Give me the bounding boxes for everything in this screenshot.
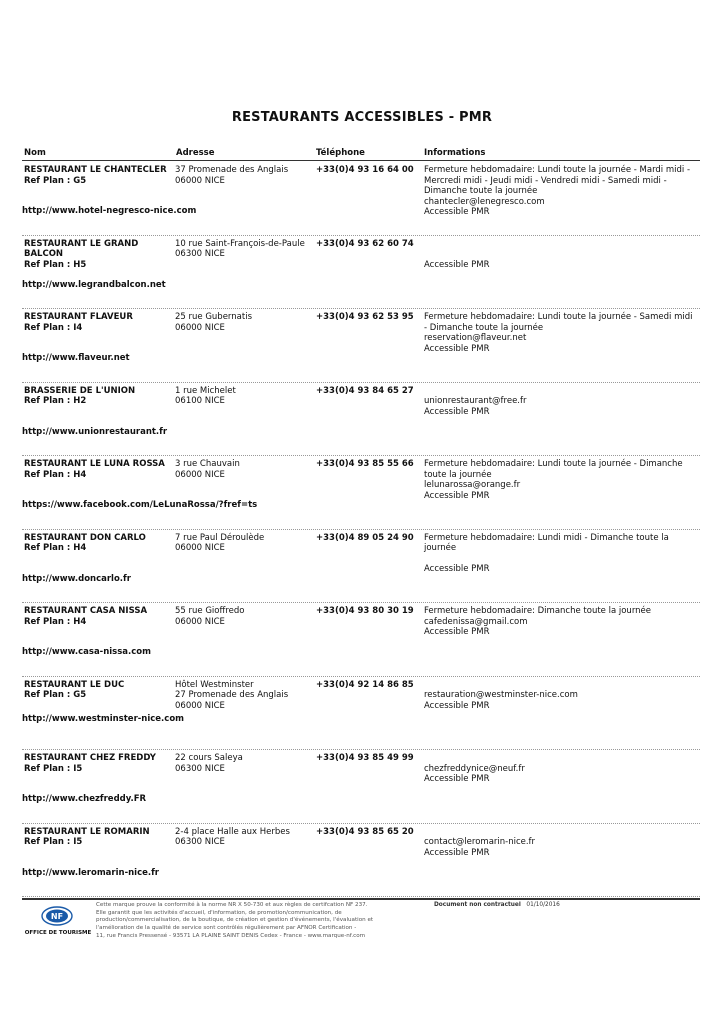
info-line: chezfreddynice@neuf.fr	[424, 763, 525, 774]
info-line: Fermeture hebdomadaire: Lundi toute la journée - Mardi midi -	[424, 165, 691, 175]
address-line: 06000 NICE	[175, 469, 225, 480]
info-line: Mercredi midi - Jeudi midi - Vendredi midi - Samedi midi -	[424, 175, 667, 186]
restaurant-name	[24, 459, 169, 480]
info-line	[424, 239, 700, 250]
nf-logo-icon	[41, 906, 73, 926]
info-line: Accessible PMR	[424, 207, 490, 217]
certification-line: 11, rue Francis Pressensé - 93571 LA PLAINE SAINT DENIS Cedex - France - www.marque-nf.com	[96, 932, 366, 939]
page-title: RESTAURANTS ACCESSIBLES - PMR	[231, 110, 493, 125]
column-header-nom: Nom	[24, 148, 46, 158]
address-line: 25 rue Gubernatis	[175, 312, 252, 322]
restaurant-name	[24, 827, 169, 848]
table-row	[22, 455, 700, 530]
info-line: Accessible PMR	[424, 627, 490, 637]
restaurant-website-link[interactable]: http://www.hotel-negresco-nice.com	[22, 206, 197, 216]
restaurant-address	[175, 239, 315, 260]
restaurant-phone: +33(0)4 93 62 53 95	[316, 312, 414, 322]
info-line: Accessible PMR	[424, 259, 490, 270]
address-line: 55 rue Gioffredo	[175, 606, 245, 616]
restaurant-info	[424, 165, 700, 218]
restaurant-phone: +33(0)4 93 85 65 20	[316, 826, 414, 837]
name-line: Ref Plan : G5	[24, 690, 87, 700]
info-line: Accessible PMR	[424, 343, 490, 354]
name-line: Ref Plan : H4	[24, 616, 87, 627]
info-line: cafedenissa@gmail.com	[424, 616, 528, 627]
address-line: 06000 NICE	[175, 543, 225, 553]
certification-line: Elle garantit que les activités d'accueil, d'information, de promotion/communication, de	[96, 909, 342, 916]
address-line: 37 Promenade des Anglais	[175, 165, 289, 175]
table-row	[22, 382, 700, 457]
address-line: 06300 NICE	[175, 249, 225, 259]
name-line: RESTAURANT DON CARLO	[24, 532, 146, 543]
column-header-adresse: Adresse	[176, 148, 215, 158]
restaurant-phone: +33(0)4 93 62 60 74	[316, 238, 414, 249]
certification-line: production/commercialisation, de la boutique, de création et gestion d'événements, l'évaluation et	[96, 917, 374, 924]
restaurant-website-link[interactable]: http://www.flaveur.net	[22, 353, 130, 363]
name-line: Ref Plan : H4	[24, 543, 87, 553]
info-line: Fermeture hebdomadaire: Dimanche toute la journée	[424, 606, 652, 616]
info-line: Fermeture hebdomadaire: Lundi toute la journée - Dimanche	[424, 459, 683, 469]
restaurant-address	[175, 312, 315, 333]
restaurant-info	[424, 459, 700, 501]
table-row	[22, 161, 700, 236]
info-line: contact@leromarin-nice.fr	[424, 837, 536, 847]
address-line: 1 rue Michelet	[175, 385, 236, 396]
info-line: toute la journée	[424, 469, 492, 480]
address-line: 22 cours Saleya	[175, 753, 243, 763]
name-line: RESTAURANT LE LUNA ROSSA	[24, 459, 165, 469]
address-line: 06300 NICE	[175, 763, 225, 774]
table-row	[22, 676, 700, 751]
restaurant-info	[424, 533, 700, 575]
info-line	[424, 753, 700, 764]
restaurant-website-link[interactable]: http://www.casa-nissa.com	[22, 647, 151, 657]
restaurant-address	[175, 165, 315, 186]
document-note	[434, 902, 560, 908]
restaurant-name	[24, 386, 169, 407]
note-date: 01/10/2016	[526, 902, 560, 908]
name-line: RESTAURANT LE CHANTECLER	[24, 165, 167, 175]
info-line: restauration@westminster-nice.com	[424, 690, 578, 700]
restaurant-phone: +33(0)4 93 80 30 19	[316, 606, 414, 616]
restaurant-name	[24, 165, 169, 186]
column-header-informations: Informations	[424, 148, 486, 158]
restaurant-website-link[interactable]: http://www.chezfreddy.FR	[22, 794, 147, 804]
address-line: 06000 NICE	[175, 700, 225, 711]
restaurant-address	[175, 606, 315, 627]
restaurant-name	[24, 680, 169, 701]
table-row	[22, 749, 700, 824]
info-line: Fermeture hebdomadaire: Lundi toute la journée - Samedi midi	[424, 312, 693, 322]
restaurant-address	[175, 386, 315, 407]
info-line: lelunarossa@orange.fr	[424, 480, 521, 490]
info-line: Dimanche toute la journée	[424, 186, 538, 196]
name-line: Ref Plan : H2	[24, 396, 87, 406]
certification-line: l'amélioration de la qualité de service sont contrôlés régulièrement par AFNOR Certification -	[96, 925, 357, 932]
restaurant-phone: +33(0)4 93 84 65 27	[316, 385, 414, 396]
info-line: Accessible PMR	[424, 774, 490, 784]
restaurant-website-link[interactable]: https://www.facebook.com/LeLunaRossa/?fref=ts	[22, 500, 258, 510]
info-line	[424, 249, 700, 260]
info-line: Accessible PMR	[424, 490, 490, 501]
info-line: journée	[424, 543, 457, 553]
logo-label: OFFICE DE TOURISME	[24, 930, 92, 936]
restaurant-phone: +33(0)4 89 05 24 90	[316, 532, 414, 543]
restaurant-name	[24, 312, 169, 333]
restaurant-name	[24, 533, 169, 554]
restaurant-info	[424, 312, 700, 354]
restaurant-phone: +33(0)4 93 16 64 00	[316, 165, 414, 175]
column-header-telephone: Téléphone	[316, 148, 365, 158]
address-line: 10 rue Saint-François-de-Paule	[175, 238, 305, 249]
restaurant-info	[424, 753, 700, 785]
name-line: BALCON	[24, 249, 64, 259]
address-line: 06300 NICE	[175, 837, 225, 847]
note-label: Document non contractuel	[434, 902, 521, 908]
table-row	[22, 308, 700, 383]
restaurant-address	[175, 753, 315, 774]
info-line	[424, 386, 700, 397]
restaurant-address	[175, 680, 315, 712]
restaurant-name	[24, 239, 169, 271]
address-line: Hôtel Westminster	[175, 679, 254, 690]
info-line: - Dimanche toute la journée	[424, 322, 544, 333]
restaurant-phone: +33(0)4 93 85 55 66	[316, 459, 414, 469]
address-line: 7 rue Paul Déroulède	[175, 532, 265, 543]
restaurant-info	[424, 680, 700, 712]
nf-logo-mark: NF	[50, 911, 64, 921]
nf-logo	[22, 906, 92, 940]
certification-line: Cette marque prouve la conformité à la norme NR X 50-730 et aux règles de certifcation NF 237.	[96, 902, 368, 908]
restaurant-info	[424, 386, 700, 418]
table-row	[22, 823, 700, 898]
name-line: Ref Plan : H5	[24, 259, 87, 270]
restaurant-info	[424, 606, 700, 638]
name-line: Ref Plan : I5	[24, 837, 83, 847]
restaurant-address	[175, 459, 315, 480]
restaurant-info	[424, 827, 700, 859]
info-line: Accessible PMR	[424, 847, 490, 858]
address-line: 06000 NICE	[175, 322, 225, 333]
info-line	[424, 827, 700, 838]
certification-text	[96, 902, 414, 941]
info-line: Fermeture hebdomadaire: Lundi midi - Dimanche toute la	[424, 532, 669, 543]
address-line: 06100 NICE	[175, 396, 225, 406]
name-line: Ref Plan : I4	[24, 322, 83, 333]
restaurant-website-link[interactable]: http://www.leromarin-nice.fr	[22, 867, 159, 878]
name-line: Ref Plan : G5	[24, 175, 87, 186]
restaurant-name	[24, 753, 169, 774]
info-line: Accessible PMR	[424, 406, 490, 417]
restaurant-website-link[interactable]: http://www.doncarlo.fr	[22, 573, 131, 584]
name-line: RESTAURANT FLAVEUR	[24, 312, 133, 322]
address-line: 27 Promenade des Anglais	[175, 690, 289, 700]
name-line: Ref Plan : H4	[24, 469, 87, 480]
info-line: Accessible PMR	[424, 700, 490, 711]
name-line: RESTAURANT LE ROMARIN	[24, 826, 150, 837]
restaurant-name	[24, 606, 169, 627]
address-line: 06000 NICE	[175, 175, 225, 186]
table-row	[22, 235, 700, 310]
info-line: reservation@flaveur.net	[424, 333, 527, 343]
address-line: 2-4 place Halle aux Herbes	[175, 826, 290, 837]
info-line: unionrestaurant@free.fr	[424, 396, 527, 406]
restaurant-address	[175, 827, 315, 848]
restaurant-phone: +33(0)4 93 85 49 99	[316, 753, 414, 763]
name-line: Ref Plan : I5	[24, 763, 83, 774]
name-line: RESTAURANT CHEZ FREDDY	[24, 753, 156, 763]
address-line: 06000 NICE	[175, 616, 225, 627]
restaurant-website-link[interactable]: http://www.legrandbalcon.net	[22, 279, 166, 290]
name-line: RESTAURANT LE GRAND	[24, 238, 139, 249]
address-line: 3 rue Chauvain	[175, 459, 240, 469]
table-row	[22, 602, 700, 677]
restaurant-phone: +33(0)4 92 14 86 85	[316, 679, 414, 690]
restaurant-website-link[interactable]: http://www.westminster-nice.com	[22, 713, 185, 724]
info-line: chantecler@lenegresco.com	[424, 196, 545, 207]
name-line: RESTAURANT LE DUC	[24, 679, 125, 690]
restaurant-address	[175, 533, 315, 554]
restaurant-website-link[interactable]: http://www.unionrestaurant.fr	[22, 426, 168, 437]
info-line	[424, 554, 700, 565]
restaurant-info	[424, 239, 700, 271]
table-row	[22, 529, 700, 604]
table-header	[22, 146, 700, 161]
info-line	[424, 680, 700, 691]
info-line: Accessible PMR	[424, 564, 490, 574]
footer-divider	[22, 898, 700, 900]
name-line: BRASSERIE DE L'UNION	[24, 385, 136, 396]
name-line: RESTAURANT CASA NISSA	[24, 606, 148, 616]
